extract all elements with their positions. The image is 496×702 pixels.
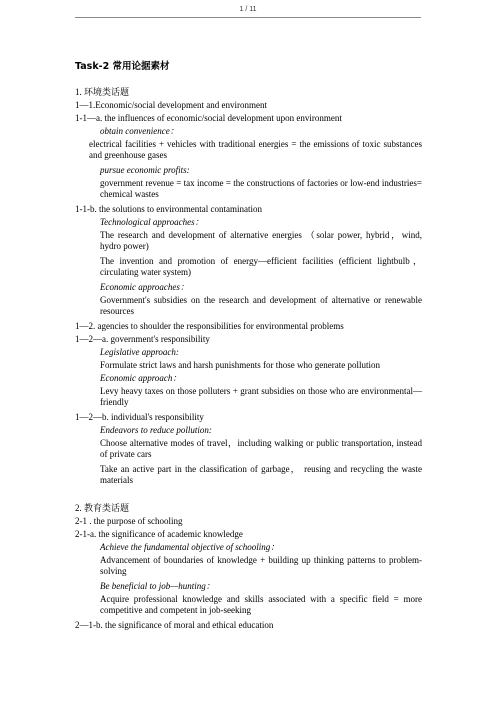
body-text: Levy heavy taxes on those polluters + grant subsidies on those who are environmental—friendly — [100, 386, 422, 407]
subheading: 1—1.Economic/social development and environment — [75, 100, 267, 110]
approach-label: obtain convenience： — [100, 126, 179, 136]
section-heading: 1. 环境类话题 — [75, 87, 130, 97]
approach-label: Technological approaches： — [100, 217, 204, 227]
subheading: 1-1-b. the solutions to environmental contamination — [75, 204, 262, 214]
approach-label: Legislative approach: — [100, 347, 179, 357]
body-text: government revenue = tax income = the constructions of factories or low-end industries= chemical wastes — [100, 178, 422, 199]
body-text: Choose alternative modes of travel，including walking or public transportation, instead of private cars — [100, 438, 422, 459]
body-text: The research and development of alternative energies （solar power, hybrid，wind, hydro power) — [100, 230, 422, 251]
subheading: 2-1 . the purpose of schooling — [75, 516, 183, 526]
subheading: 1—2—a. government's responsibility — [75, 334, 210, 344]
body-text: Take an active part in the classification of garbage， reusing and recycling the waste materials — [100, 464, 422, 485]
approach-label: Economic approaches： — [100, 282, 189, 292]
approach-label: Be beneficial to job—hunting： — [100, 581, 215, 591]
section-heading: 2. 教育类话题 — [75, 503, 130, 513]
subheading: 2—1-b. the significance of moral and ethical education — [75, 620, 274, 630]
subheading: 1-1—a. the influences of economic/social development upon environment — [75, 113, 342, 123]
subheading: 1—2—b. individual's responsibility — [75, 412, 204, 422]
subheading: 2-1-a. the significance of academic knowledge — [75, 529, 243, 539]
body-text: Formulate strict laws and harsh punishments for those who generate pollution — [100, 360, 380, 370]
approach-label: Achieve the fundamental objective of schooling： — [100, 542, 280, 552]
approach-label: Endeavors to reduce pollution: — [100, 425, 212, 435]
body-text: Government's subsidies on the research and development of alternative or renewable resources — [100, 295, 422, 316]
approach-label: Economic approach： — [100, 373, 182, 383]
body-text: The invention and promotion of energy—efficient facilities (efficient lightbulb，circulating water system) — [100, 256, 422, 277]
subheading: 1—2. agencies to shoulder the responsibilities for environmental problems — [75, 321, 344, 331]
header-rule — [75, 17, 421, 18]
body-text: electrical facilities + vehicles with traditional energies = the emissions of toxic substances and greenhouse gases — [89, 139, 422, 160]
document-title: Task-2 常用论据素材 — [75, 61, 170, 72]
page-counter: 1 / 11 — [239, 6, 257, 13]
approach-label: pursue economic profits: — [100, 165, 190, 175]
body-text: Advancement of boundaries of knowledge + building up thinking patterns to problem-solving — [100, 555, 422, 576]
body-text: Acquire professional knowledge and skills associated with a specific field = more competitive and competent in job-seeking — [100, 594, 422, 615]
